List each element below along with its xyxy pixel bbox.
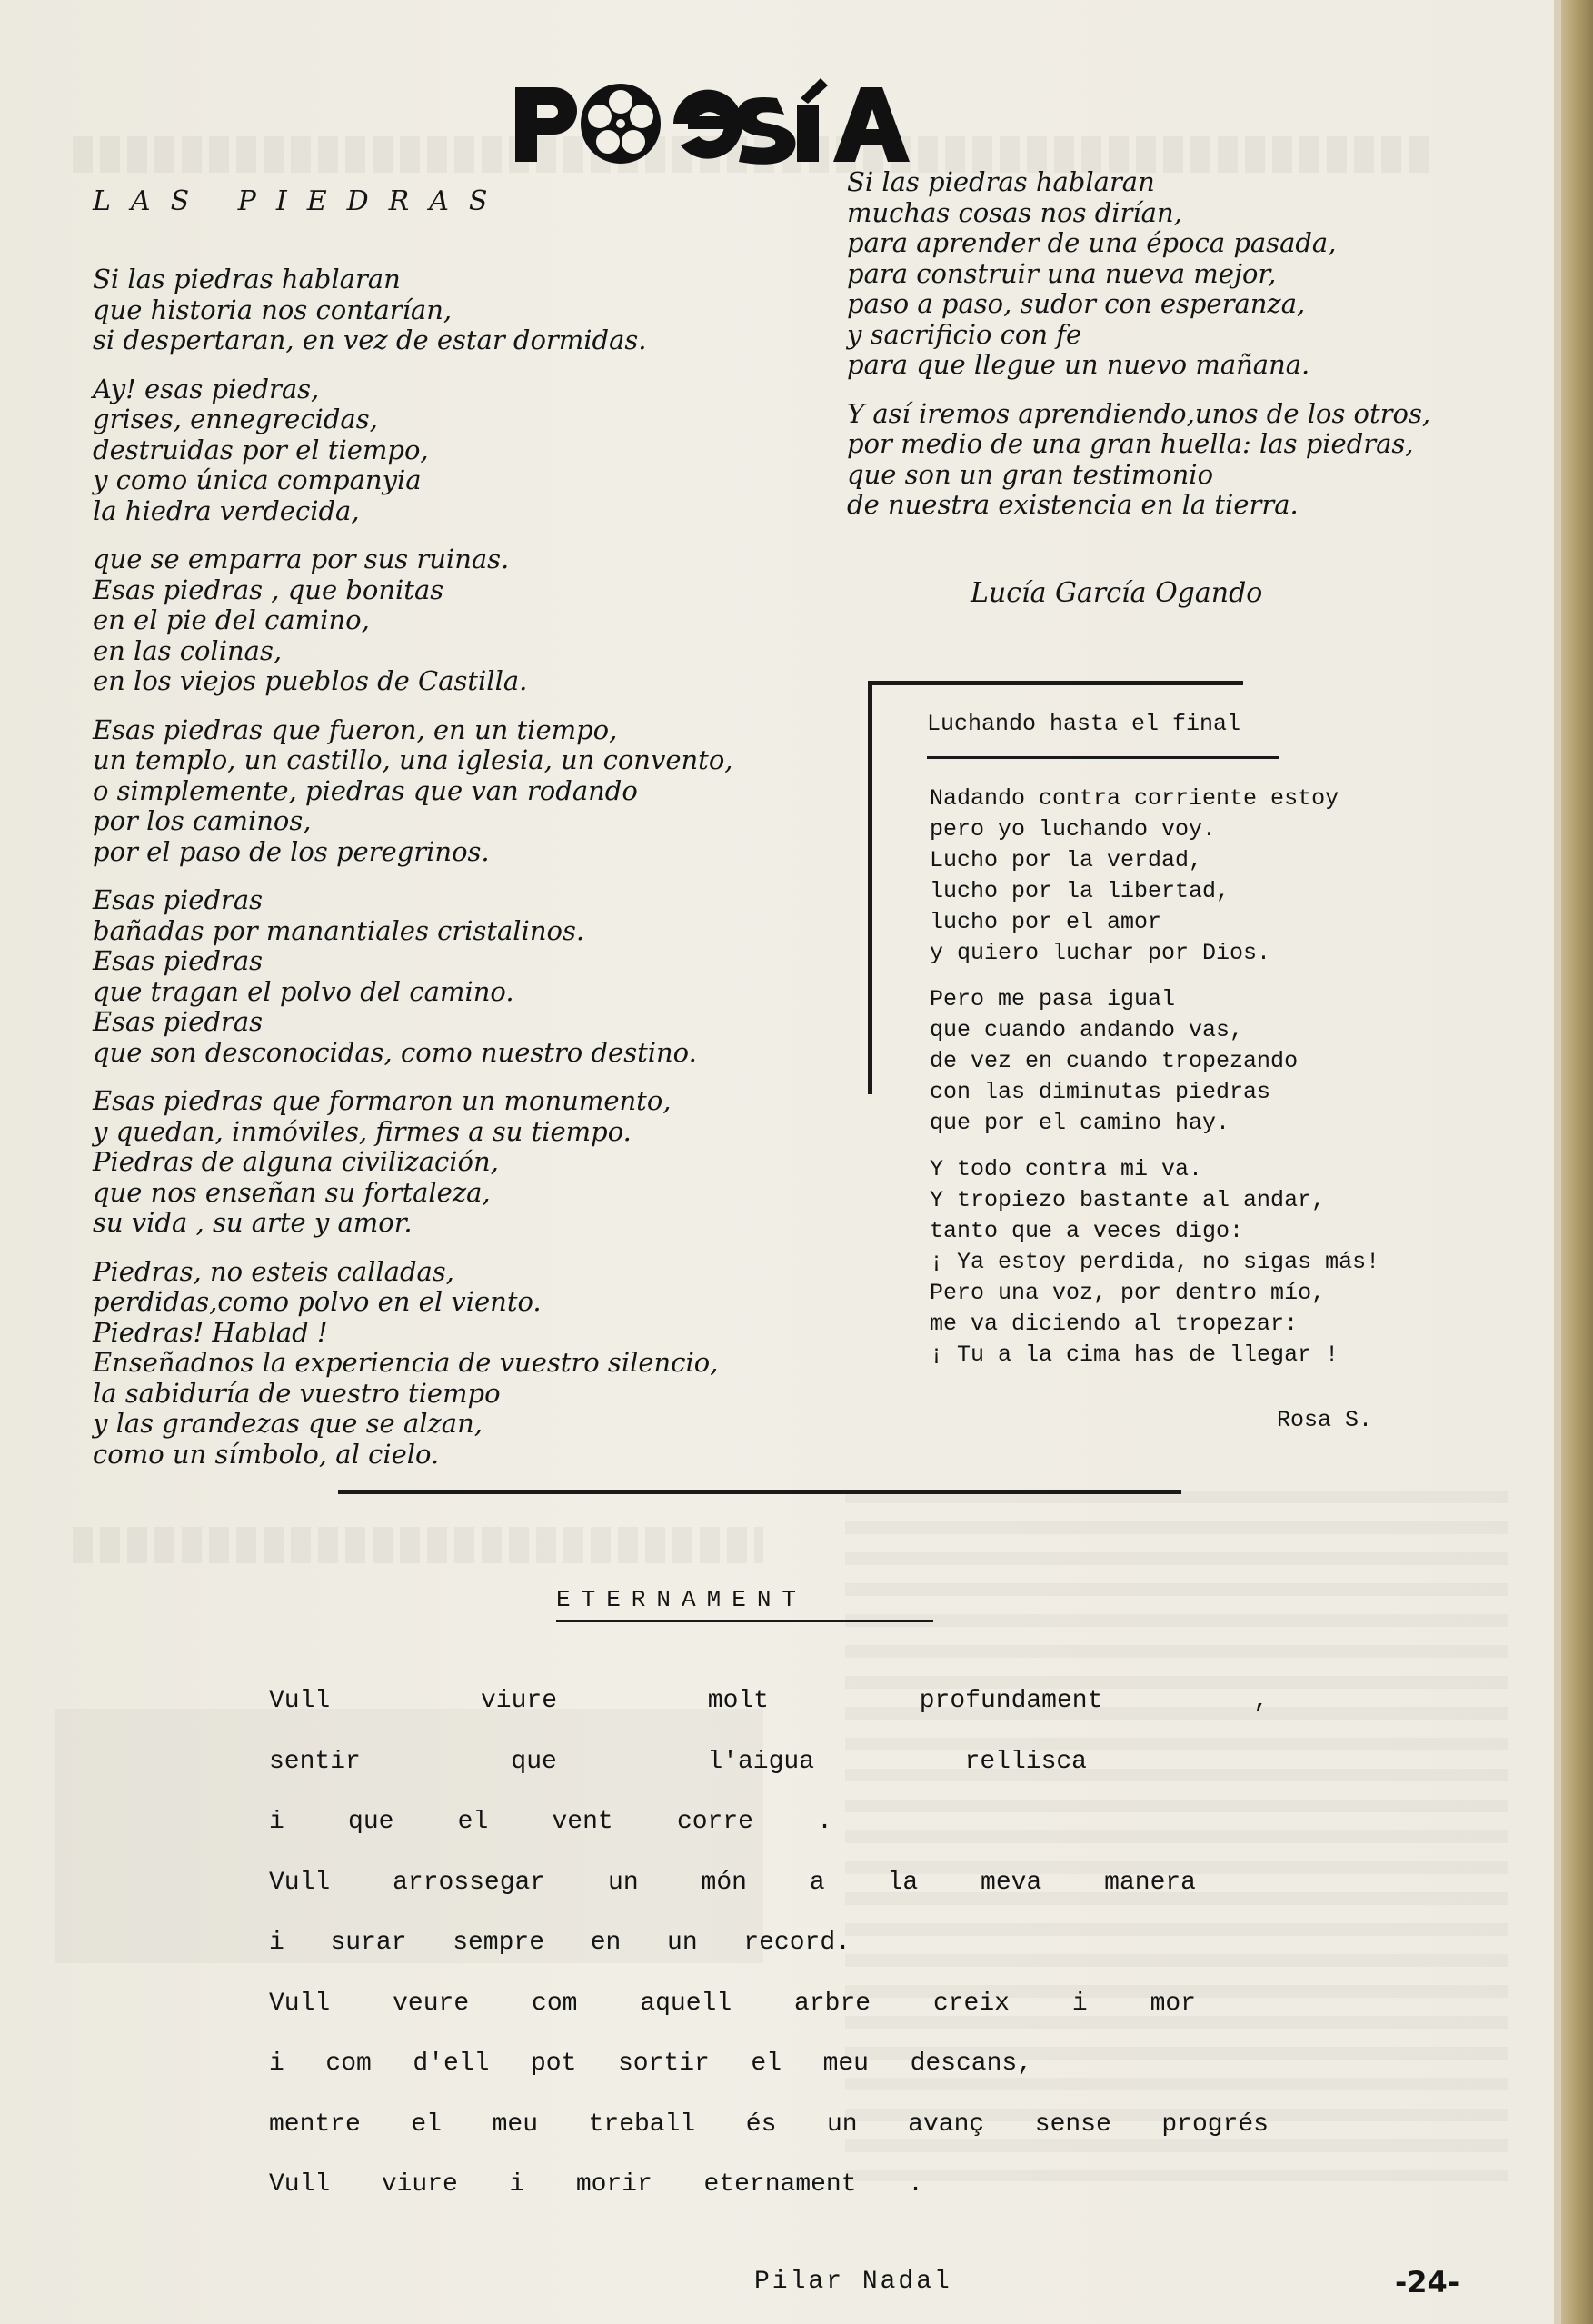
poem-line: y sacrificio con fe [847, 318, 1082, 350]
flower-icon [581, 84, 661, 164]
poem-line: Vull viure i morir eternament . [269, 2170, 923, 2199]
poem-line: que son un gran testimonio [847, 458, 1214, 490]
poem-line: Vull veure com aquell arbre creix i mor [269, 1989, 1196, 2018]
poem-line: Y así iremos aprendiendo,unos de los otros, [847, 397, 1431, 429]
poem-line: lucho por la libertad, [930, 878, 1230, 904]
poem-line: Piedras! Hablad ! [93, 1316, 328, 1348]
poem-line: lucho por el amor [930, 909, 1162, 935]
poem-line: i que el vent corre . [269, 1808, 832, 1836]
poem-title-luchando: Luchando hasta el final [927, 711, 1241, 737]
box-border-vertical [868, 681, 872, 1094]
bleed-through-text [73, 1527, 763, 1563]
stanza [930, 984, 1379, 1139]
poem-line: y quiero luchar por Dios. [930, 940, 1271, 966]
stanza [847, 399, 1430, 521]
poem-author-lucia: Lucía García Ogando [971, 577, 1263, 609]
poem-line: con las diminutas piedras [930, 1079, 1271, 1105]
poem-line: Esas piedras que formaron un monumento, [93, 1085, 672, 1116]
poem-line: Si las piedras hablaran [847, 166, 1155, 197]
poem-line: que son desconocidas, como nuestro destino. [93, 1036, 697, 1068]
poem-line: su vida , su arte y amor. [93, 1207, 413, 1238]
poem-line: que nos enseñan su fortaleza, [93, 1176, 491, 1208]
poem-line: para construir una nueva mejor, [847, 257, 1277, 289]
poem-line: que por el camino hay. [930, 1110, 1230, 1136]
stanza [93, 1257, 733, 1471]
poem-line: Piedras de alguna civilización, [93, 1146, 499, 1177]
poesia-logo [504, 71, 931, 171]
poem-line: destruidas por el tiempo, [93, 434, 429, 465]
poem-author-pilar: Pilar Nadal [754, 2268, 952, 2296]
page-edge-shadow [1554, 0, 1561, 2324]
poem-line: un templo, un castillo, una iglesia, un convento, [93, 744, 733, 775]
poem-line: Pero una voz, por dentro mío, [930, 1280, 1326, 1306]
stanza [93, 715, 733, 868]
poem-line: Lucho por la verdad, [930, 847, 1203, 873]
box-border-horizontal [868, 681, 1243, 685]
poem-luchando [930, 783, 1379, 1386]
stanza [930, 783, 1379, 969]
title-underline [927, 756, 1279, 759]
poem-line: que cuando andando vas, [930, 1017, 1244, 1043]
stanza [93, 264, 733, 356]
poem-line: Enseñadnos la experiencia de vuestro silencio, [93, 1347, 719, 1378]
poem-line: que tragan el polvo del camino. [93, 975, 514, 1007]
poem-line: Ay! esas piedras, [93, 373, 320, 404]
poem-line: Piedras, no esteis calladas, [93, 1255, 454, 1287]
poem-line: pero yo luchando voy. [930, 816, 1217, 843]
poem-line: Pero me pasa igual [930, 986, 1176, 1012]
poem-line: perdidas,como polvo en el viento. [93, 1286, 542, 1317]
poem-line: Esas piedras [93, 1006, 264, 1037]
poem-line: ¡ Ya estoy perdida, no sigas más! [930, 1249, 1380, 1275]
poem-line: Si las piedras hablaran [93, 264, 401, 294]
poem-line: y como única companyia [93, 464, 422, 495]
poem-line: para aprender de una época pasada, [847, 227, 1337, 258]
poem-line: i surar sempre en un record. [269, 1929, 851, 1957]
poem-line: por los caminos, [93, 805, 312, 836]
poem-line: Y tropiezo bastante al andar, [930, 1187, 1326, 1213]
poem-line: en los viejos pueblos de Castilla. [93, 665, 528, 696]
poem-line: y las grandezas que se alzan, [93, 1408, 483, 1439]
poem-las-piedras-continuation [847, 167, 1430, 539]
poem-line: sentir que l'aigua rellisca [269, 1747, 1087, 1776]
poem-line: la hiedra verdecida, [93, 494, 360, 526]
poem-line: Esas piedras , que bonitas [93, 574, 444, 605]
poem-las-piedras [93, 264, 733, 1488]
poem-line: que se emparra por sus ruinas. [93, 544, 510, 574]
poem-line: la sabiduría de vuestro tiempo [93, 1377, 501, 1409]
stanza [93, 885, 733, 1068]
poem-line: que historia nos contarían, [93, 294, 453, 325]
poem-line: para que llegue un nuevo mañana. [847, 349, 1310, 380]
poem-line: Esas piedras [93, 945, 264, 976]
poem-title-las-piedras: LAS PIEDRAS [93, 185, 508, 217]
poem-line: tanto que a veces digo: [930, 1218, 1244, 1244]
poem-line: bañadas por manantiales cristalinos. [93, 914, 585, 946]
poem-line: Esas piedras [93, 884, 264, 915]
stanza [930, 1154, 1379, 1371]
stanza [93, 374, 733, 527]
poem-line: de nuestra existencia en la tierra. [847, 489, 1299, 520]
poem-line: Esas piedras que fueron, en un tiempo, [93, 713, 618, 745]
poem-line: Nadando contra corriente estoy [930, 785, 1339, 812]
poesia-logo-art [504, 71, 931, 171]
binding-edge [1561, 0, 1593, 2324]
poem-author-rosa: Rosa S. [1277, 1407, 1373, 1433]
poem-line: en el pie del camino, [93, 604, 370, 635]
poem-line: i com d'ell pot sortir el meu descans, [269, 2050, 1032, 2078]
poem-line: por el paso de los peregrinos. [93, 835, 490, 867]
poem-line: si despertaran, en vez de estar dormidas. [93, 324, 647, 355]
stanza [93, 1086, 733, 1239]
poem-line: por medio de una gran huella: las piedras, [847, 428, 1414, 459]
poem-line: y quedan, inmóviles, firmes a su tiempo. [93, 1115, 632, 1147]
poem-line: grises, ennegrecidas, [93, 404, 378, 434]
poem-line: como un símbolo, al cielo. [93, 1438, 440, 1470]
poem-line: paso a paso, sudor con esperanza, [847, 288, 1306, 319]
poem-line: en las colinas, [93, 634, 283, 666]
poem-line: ¡ Tu a la cima has de llegar ! [930, 1342, 1339, 1368]
poem-title-eternament: ETERNAMENT [556, 1586, 808, 1613]
stanza [847, 167, 1430, 381]
stanza [93, 544, 733, 697]
poem-eternament [269, 1687, 1269, 2231]
poem-line: mentre el meu treball és un avanç sense progrés [269, 2110, 1269, 2139]
poem-line: o simplemente, piedras que van rodando [93, 774, 638, 806]
page-number: -24- [1395, 2265, 1460, 2299]
poem-line: Vull arrossegar un món a la meva manera [269, 1868, 1196, 1897]
poem-line: Y todo contra mi va. [930, 1156, 1203, 1182]
poem-line: muchas cosas nos dirían, [847, 196, 1182, 228]
poem-line: Vull viure molt profundament , [269, 1687, 1269, 1715]
poem-line: me va diciendo al tropezar: [930, 1311, 1299, 1337]
section-divider [338, 1490, 1181, 1494]
title-underline [556, 1620, 933, 1622]
poem-line: de vez en cuando tropezando [930, 1048, 1299, 1074]
